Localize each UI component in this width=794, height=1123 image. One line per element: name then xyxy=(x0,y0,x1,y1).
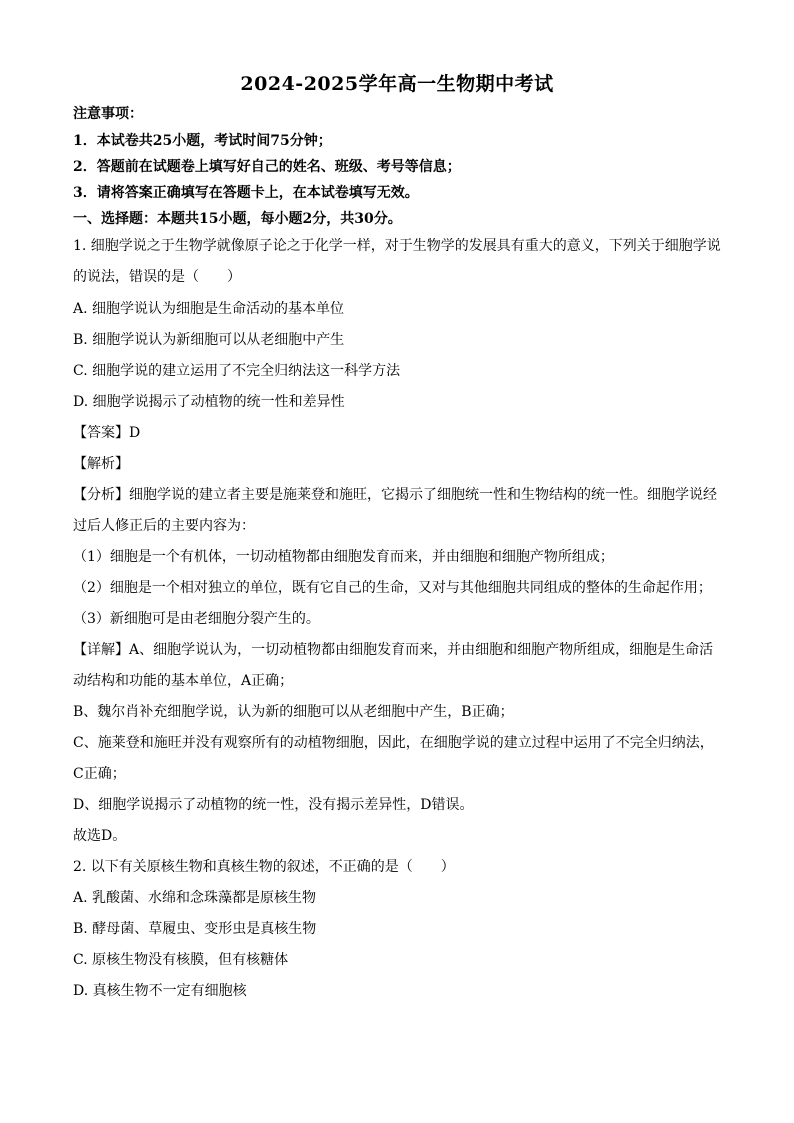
q1-analysis-line1: 【分析】细胞学说的建立者主要是施莱登和施旺，它揭示了细胞统一性和生物结构的统一性。细胞学说经 xyxy=(73,487,717,503)
q1-detail-line3: B、魏尔肖补充细胞学说，认为新的细胞可以从老细胞中产生，B正确； xyxy=(73,704,514,720)
notice-item-1: 1．本试卷共25小题，考试时间75分钟； xyxy=(73,133,332,149)
q1-analysis-label: 【解析】 xyxy=(73,456,129,472)
q1-detail-line5: C正确； xyxy=(73,766,126,782)
q1-stem-line2: 的说法，错误的是（ ） xyxy=(73,269,241,285)
q1-option-b: B. 细胞学说认为新细胞可以从老细胞中产生 xyxy=(73,332,345,348)
q1-detail-line1: 【详解】A、细胞学说认为，一切动植物都由细胞发育而来，并由细胞和细胞产物所组成，细胞是生命活 xyxy=(73,642,714,658)
q1-detail-line6: D、细胞学说揭示了动植物的统一性，没有揭示差异性，D错误。 xyxy=(73,797,474,813)
q2-stem: 2. 以下有关原核生物和真核生物的叙述，不正确的是（ ） xyxy=(73,859,455,875)
section-heading: 一、选择题：本题共15小题，每小题2分，共30分。 xyxy=(73,211,402,227)
q1-option-a: A. 细胞学说认为细胞是生命活动的基本单位 xyxy=(73,301,345,317)
q1-analysis-line5: （3）新细胞可是由老细胞分裂产生的。 xyxy=(73,611,320,627)
q2-option-c: C. 原核生物没有核膜，但有核糖体 xyxy=(73,952,289,968)
q2-option-a: A. 乳酸菌、水绵和念珠藻都是原核生物 xyxy=(73,890,317,906)
q1-stem-line1: 1. 细胞学说之于生物学就像原子论之于化学一样，对于生物学的发展具有重大的意义，下列关于细胞学说 xyxy=(73,238,721,254)
q1-answer: 【答案】D xyxy=(73,425,141,441)
q1-option-d: D. 细胞学说揭示了动植物的统一性和差异性 xyxy=(73,394,345,410)
notice-heading: 注意事项： xyxy=(73,106,143,122)
q1-analysis-line2: 过后人修正后的主要内容为： xyxy=(73,518,255,534)
q2-option-d: D. 真核生物不一定有细胞核 xyxy=(73,983,247,999)
q1-option-c: C. 细胞学说的建立运用了不完全归纳法这一科学方法 xyxy=(73,363,401,379)
page-title: 2024-2025学年高一生物期中考试 xyxy=(240,73,554,95)
notice-item-3: 3．请将答案正确填写在答题卡上，在本试卷填写无效。 xyxy=(73,185,419,201)
q1-analysis-line4: （2）细胞是一个相对独立的单位，既有它自己的生命，又对与其他细胞共同组成的整体的生命起作用； xyxy=(73,580,712,596)
q1-detail-line7: 故选D。 xyxy=(73,828,127,844)
q1-analysis-line3: （1）细胞是一个有机体，一切动植物都由细胞发育而来，并由细胞和细胞产物所组成； xyxy=(73,549,614,565)
notice-item-2: 2．答题前在试题卷上填写好自己的姓名、班级、考号等信息； xyxy=(73,159,461,175)
q2-option-b: B. 酵母菌、草履虫、变形虫是真核生物 xyxy=(73,921,317,937)
q1-detail-line2: 动结构和功能的基本单位，A正确； xyxy=(73,673,294,689)
q1-detail-line4: C、施莱登和施旺并没有观察所有的动植物细胞，因此，在细胞学说的建立过程中运用了不完全归纳法， xyxy=(73,735,714,751)
